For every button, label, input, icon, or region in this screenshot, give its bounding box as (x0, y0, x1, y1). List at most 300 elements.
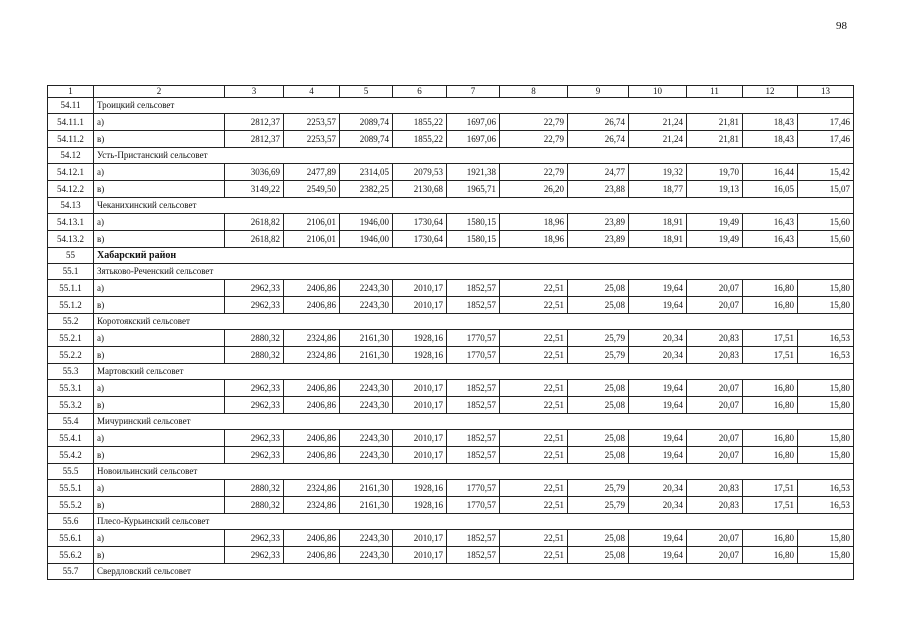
value-cell: 2812,37 (225, 131, 284, 148)
table-row (48, 181, 854, 198)
table-row (48, 380, 854, 397)
section-row (48, 98, 854, 114)
value-cell: 16,80 (743, 380, 798, 397)
value-cell: 19,49 (687, 214, 743, 231)
value-cell: 23,89 (568, 214, 629, 231)
row-label: в) (94, 347, 225, 364)
value-cell: 25,08 (568, 547, 629, 564)
value-cell: 2549,50 (284, 181, 340, 198)
value-cell: 2243,30 (340, 297, 393, 314)
table-body (48, 86, 854, 580)
value-cell: 2243,30 (340, 380, 393, 397)
value-cell: 2089,74 (340, 114, 393, 131)
column-header: 13 (798, 86, 854, 98)
section-row (48, 464, 854, 480)
value-cell: 22,79 (500, 114, 568, 131)
value-cell: 17,51 (743, 480, 798, 497)
value-cell: 1855,22 (393, 114, 447, 131)
value-cell: 17,46 (798, 131, 854, 148)
value-cell: 20,07 (687, 530, 743, 547)
row-code: 54.13 (48, 198, 94, 214)
value-cell: 22,51 (500, 330, 568, 347)
value-cell: 1965,71 (447, 181, 500, 198)
value-cell: 15,80 (798, 380, 854, 397)
row-label: а) (94, 380, 225, 397)
value-cell: 1770,57 (447, 497, 500, 514)
section-row (48, 264, 854, 280)
value-cell: 16,80 (743, 397, 798, 414)
value-cell: 15,07 (798, 181, 854, 198)
value-cell: 1770,57 (447, 330, 500, 347)
row-label: в) (94, 297, 225, 314)
value-cell: 2010,17 (393, 547, 447, 564)
row-label: в) (94, 547, 225, 564)
column-header: 8 (500, 86, 568, 98)
value-cell: 19,32 (629, 164, 687, 181)
value-cell: 19,64 (629, 530, 687, 547)
value-cell: 2324,86 (284, 480, 340, 497)
value-cell: 22,51 (500, 547, 568, 564)
row-label: а) (94, 214, 225, 231)
value-cell: 20,34 (629, 497, 687, 514)
value-cell: 16,80 (743, 547, 798, 564)
value-cell: 20,83 (687, 497, 743, 514)
row-code: 55.6.2 (48, 547, 94, 564)
value-cell: 1697,06 (447, 114, 500, 131)
section-name: Зятьково-Реченский сельсовет (94, 264, 854, 280)
value-cell: 19,64 (629, 447, 687, 464)
value-cell: 19,64 (629, 397, 687, 414)
column-header: 4 (284, 86, 340, 98)
value-cell: 2010,17 (393, 297, 447, 314)
table-row (48, 164, 854, 181)
value-cell: 18,43 (743, 131, 798, 148)
value-cell: 2089,74 (340, 131, 393, 148)
value-cell: 25,79 (568, 480, 629, 497)
value-cell: 2130,68 (393, 181, 447, 198)
value-cell: 20,83 (687, 480, 743, 497)
value-cell: 2962,33 (225, 380, 284, 397)
value-cell: 2010,17 (393, 280, 447, 297)
value-cell: 21,24 (629, 114, 687, 131)
row-label: а) (94, 530, 225, 547)
value-cell: 22,51 (500, 297, 568, 314)
value-cell: 2106,01 (284, 214, 340, 231)
value-cell: 16,43 (743, 214, 798, 231)
value-cell: 16,44 (743, 164, 798, 181)
value-cell: 20,07 (687, 447, 743, 464)
column-header: 10 (629, 86, 687, 98)
value-cell: 22,51 (500, 530, 568, 547)
value-cell: 2880,32 (225, 480, 284, 497)
value-cell: 2253,57 (284, 131, 340, 148)
row-label: а) (94, 330, 225, 347)
value-cell: 2010,17 (393, 380, 447, 397)
value-cell: 1928,16 (393, 497, 447, 514)
value-cell: 15,80 (798, 547, 854, 564)
value-cell: 1855,22 (393, 131, 447, 148)
value-cell: 1580,15 (447, 231, 500, 248)
value-cell: 15,80 (798, 397, 854, 414)
value-cell: 15,60 (798, 214, 854, 231)
table-row (48, 530, 854, 547)
value-cell: 2314,05 (340, 164, 393, 181)
column-header: 2 (94, 86, 225, 98)
table-row (48, 214, 854, 231)
value-cell: 2406,86 (284, 380, 340, 397)
value-cell: 2324,86 (284, 330, 340, 347)
section-name: Усть-Пристанский сельсовет (94, 148, 854, 164)
value-cell: 2880,32 (225, 330, 284, 347)
table-row (48, 330, 854, 347)
value-cell: 15,80 (798, 430, 854, 447)
value-cell: 17,51 (743, 347, 798, 364)
row-label: а) (94, 430, 225, 447)
value-cell: 2962,33 (225, 297, 284, 314)
value-cell: 19,49 (687, 231, 743, 248)
value-cell: 2880,32 (225, 347, 284, 364)
column-header: 9 (568, 86, 629, 98)
value-cell: 2962,33 (225, 430, 284, 447)
value-cell: 21,81 (687, 114, 743, 131)
value-cell: 20,07 (687, 297, 743, 314)
value-cell: 16,80 (743, 530, 798, 547)
value-cell: 20,34 (629, 330, 687, 347)
value-cell: 2962,33 (225, 397, 284, 414)
table-row (48, 447, 854, 464)
row-code: 54.12 (48, 148, 94, 164)
section-name: Мичуринский сельсовет (94, 414, 854, 430)
row-code: 55.1.2 (48, 297, 94, 314)
value-cell: 16,43 (743, 231, 798, 248)
row-code: 54.11.2 (48, 131, 94, 148)
row-code: 55.1 (48, 264, 94, 280)
value-cell: 2324,86 (284, 497, 340, 514)
value-cell: 21,24 (629, 131, 687, 148)
value-cell: 2161,30 (340, 330, 393, 347)
table-row (48, 480, 854, 497)
value-cell: 20,07 (687, 380, 743, 397)
row-code: 54.11 (48, 98, 94, 114)
column-header: 7 (447, 86, 500, 98)
value-cell: 26,20 (500, 181, 568, 198)
value-cell: 15,60 (798, 231, 854, 248)
value-cell: 22,79 (500, 131, 568, 148)
row-code: 55.3.2 (48, 397, 94, 414)
value-cell: 2010,17 (393, 530, 447, 547)
value-cell: 19,13 (687, 181, 743, 198)
value-cell: 19,64 (629, 280, 687, 297)
value-cell: 18,77 (629, 181, 687, 198)
row-code: 55.4.1 (48, 430, 94, 447)
table-row (48, 347, 854, 364)
value-cell: 26,74 (568, 131, 629, 148)
value-cell: 15,80 (798, 447, 854, 464)
value-cell: 2161,30 (340, 347, 393, 364)
value-cell: 3149,22 (225, 181, 284, 198)
value-cell: 2406,86 (284, 530, 340, 547)
value-cell: 23,89 (568, 231, 629, 248)
value-cell: 22,51 (500, 430, 568, 447)
section-name: Коротоякский сельсовет (94, 314, 854, 330)
section-name: Троицкий сельсовет (94, 98, 854, 114)
value-cell: 1852,57 (447, 430, 500, 447)
row-code: 54.12.2 (48, 181, 94, 198)
section-row (48, 414, 854, 430)
value-cell: 1852,57 (447, 530, 500, 547)
value-cell: 22,51 (500, 380, 568, 397)
value-cell: 1580,15 (447, 214, 500, 231)
value-cell: 2880,32 (225, 497, 284, 514)
value-cell: 2010,17 (393, 430, 447, 447)
row-label: в) (94, 497, 225, 514)
column-header: 12 (743, 86, 798, 98)
value-cell: 2243,30 (340, 397, 393, 414)
row-code: 55.7 (48, 564, 94, 580)
section-row (48, 148, 854, 164)
value-cell: 1946,00 (340, 231, 393, 248)
value-cell: 1928,16 (393, 480, 447, 497)
value-cell: 1921,38 (447, 164, 500, 181)
value-cell: 1770,57 (447, 347, 500, 364)
value-cell: 2406,86 (284, 447, 340, 464)
header-row (48, 86, 854, 98)
row-code: 55.6 (48, 514, 94, 530)
value-cell: 2324,86 (284, 347, 340, 364)
value-cell: 25,08 (568, 280, 629, 297)
value-cell: 2406,86 (284, 430, 340, 447)
row-code: 55.4.2 (48, 447, 94, 464)
table-row (48, 430, 854, 447)
value-cell: 25,79 (568, 497, 629, 514)
value-cell: 2812,37 (225, 114, 284, 131)
value-cell: 20,83 (687, 347, 743, 364)
value-cell: 20,07 (687, 397, 743, 414)
value-cell: 1946,00 (340, 214, 393, 231)
value-cell: 16,53 (798, 497, 854, 514)
value-cell: 20,34 (629, 480, 687, 497)
value-cell: 25,08 (568, 447, 629, 464)
value-cell: 17,46 (798, 114, 854, 131)
value-cell: 1852,57 (447, 280, 500, 297)
table-row (48, 131, 854, 148)
column-header: 5 (340, 86, 393, 98)
row-label: в) (94, 131, 225, 148)
value-cell: 18,96 (500, 231, 568, 248)
value-cell: 23,88 (568, 181, 629, 198)
value-cell: 1730,64 (393, 231, 447, 248)
value-cell: 16,80 (743, 280, 798, 297)
value-cell: 1770,57 (447, 480, 500, 497)
value-cell: 1852,57 (447, 397, 500, 414)
value-cell: 16,05 (743, 181, 798, 198)
value-cell: 1852,57 (447, 447, 500, 464)
row-code: 55.2.2 (48, 347, 94, 364)
value-cell: 20,83 (687, 330, 743, 347)
column-header: 6 (393, 86, 447, 98)
value-cell: 16,53 (798, 330, 854, 347)
section-name: Мартовский сельсовет (94, 364, 854, 380)
value-cell: 1852,57 (447, 297, 500, 314)
district-row (48, 248, 854, 264)
value-cell: 22,51 (500, 497, 568, 514)
value-cell: 22,79 (500, 164, 568, 181)
value-cell: 20,34 (629, 347, 687, 364)
value-cell: 2962,33 (225, 530, 284, 547)
row-code: 55.3 (48, 364, 94, 380)
value-cell: 25,08 (568, 397, 629, 414)
value-cell: 1852,57 (447, 547, 500, 564)
value-cell: 19,64 (629, 297, 687, 314)
value-cell: 17,51 (743, 497, 798, 514)
value-cell: 2253,57 (284, 114, 340, 131)
table-row (48, 114, 854, 131)
value-cell: 22,51 (500, 480, 568, 497)
value-cell: 15,80 (798, 530, 854, 547)
value-cell: 19,64 (629, 430, 687, 447)
value-cell: 22,51 (500, 347, 568, 364)
table-row (48, 280, 854, 297)
value-cell: 2962,33 (225, 447, 284, 464)
value-cell: 1730,64 (393, 214, 447, 231)
value-cell: 19,64 (629, 547, 687, 564)
row-label: а) (94, 280, 225, 297)
row-code: 54.13.2 (48, 231, 94, 248)
section-name: Свердловский сельсовет (94, 564, 854, 580)
value-cell: 25,79 (568, 330, 629, 347)
value-cell: 24,77 (568, 164, 629, 181)
value-cell: 22,51 (500, 447, 568, 464)
column-header: 3 (225, 86, 284, 98)
value-cell: 16,80 (743, 297, 798, 314)
value-cell: 15,42 (798, 164, 854, 181)
value-cell: 16,53 (798, 480, 854, 497)
value-cell: 25,08 (568, 530, 629, 547)
value-cell: 25,08 (568, 297, 629, 314)
value-cell: 2106,01 (284, 231, 340, 248)
value-cell: 2243,30 (340, 430, 393, 447)
value-cell: 16,80 (743, 447, 798, 464)
page-number: 98 (836, 20, 847, 32)
value-cell: 20,07 (687, 430, 743, 447)
value-cell: 2406,86 (284, 297, 340, 314)
section-row (48, 364, 854, 380)
value-cell: 25,08 (568, 430, 629, 447)
section-name: Плесо-Курьинский сельсовет (94, 514, 854, 530)
district-name: Хабарский район (94, 248, 854, 264)
row-code: 55.3.1 (48, 380, 94, 397)
column-header: 1 (48, 86, 94, 98)
table-row (48, 231, 854, 248)
value-cell: 2406,86 (284, 280, 340, 297)
section-name: Новоильинский сельсовет (94, 464, 854, 480)
value-cell: 22,51 (500, 280, 568, 297)
tariff-table (47, 85, 854, 580)
value-cell: 2243,30 (340, 280, 393, 297)
value-cell: 15,80 (798, 297, 854, 314)
value-cell: 15,80 (798, 280, 854, 297)
row-code: 55.5 (48, 464, 94, 480)
value-cell: 2010,17 (393, 447, 447, 464)
row-label: в) (94, 447, 225, 464)
value-cell: 16,53 (798, 347, 854, 364)
column-header: 11 (687, 86, 743, 98)
row-code: 55 (48, 248, 94, 264)
value-cell: 18,91 (629, 214, 687, 231)
value-cell: 2962,33 (225, 280, 284, 297)
value-cell: 26,74 (568, 114, 629, 131)
value-cell: 2161,30 (340, 497, 393, 514)
table-row (48, 547, 854, 564)
value-cell: 2243,30 (340, 547, 393, 564)
row-code: 55.4 (48, 414, 94, 430)
row-code: 55.1.1 (48, 280, 94, 297)
value-cell: 25,79 (568, 347, 629, 364)
value-cell: 1928,16 (393, 330, 447, 347)
row-code: 54.12.1 (48, 164, 94, 181)
value-cell: 2243,30 (340, 447, 393, 464)
row-label: а) (94, 164, 225, 181)
value-cell: 2962,33 (225, 547, 284, 564)
value-cell: 2618,82 (225, 231, 284, 248)
value-cell: 17,51 (743, 330, 798, 347)
section-row (48, 514, 854, 530)
value-cell: 18,91 (629, 231, 687, 248)
value-cell: 2382,25 (340, 181, 393, 198)
row-label: в) (94, 181, 225, 198)
value-cell: 18,96 (500, 214, 568, 231)
value-cell: 19,70 (687, 164, 743, 181)
value-cell: 2477,89 (284, 164, 340, 181)
row-code: 55.2.1 (48, 330, 94, 347)
row-code: 55.5.1 (48, 480, 94, 497)
section-row (48, 314, 854, 330)
value-cell: 2618,82 (225, 214, 284, 231)
section-name: Чеканихинский сельсовет (94, 198, 854, 214)
value-cell: 3036,69 (225, 164, 284, 181)
row-code: 55.6.1 (48, 530, 94, 547)
value-cell: 20,07 (687, 280, 743, 297)
value-cell: 1852,57 (447, 380, 500, 397)
value-cell: 21,81 (687, 131, 743, 148)
section-row (48, 564, 854, 580)
row-code: 55.2 (48, 314, 94, 330)
table-row (48, 397, 854, 414)
value-cell: 18,43 (743, 114, 798, 131)
value-cell: 16,80 (743, 430, 798, 447)
value-cell: 19,64 (629, 380, 687, 397)
row-label: а) (94, 114, 225, 131)
value-cell: 2406,86 (284, 397, 340, 414)
row-code: 54.11.1 (48, 114, 94, 131)
value-cell: 2243,30 (340, 530, 393, 547)
table-row (48, 297, 854, 314)
value-cell: 2010,17 (393, 397, 447, 414)
value-cell: 1697,06 (447, 131, 500, 148)
section-row (48, 198, 854, 214)
value-cell: 25,08 (568, 380, 629, 397)
table-row (48, 497, 854, 514)
value-cell: 2161,30 (340, 480, 393, 497)
value-cell: 1928,16 (393, 347, 447, 364)
value-cell: 22,51 (500, 397, 568, 414)
value-cell: 2079,53 (393, 164, 447, 181)
value-cell: 2406,86 (284, 547, 340, 564)
value-cell: 20,07 (687, 547, 743, 564)
row-label: а) (94, 480, 225, 497)
row-code: 54.13.1 (48, 214, 94, 231)
row-label: в) (94, 231, 225, 248)
